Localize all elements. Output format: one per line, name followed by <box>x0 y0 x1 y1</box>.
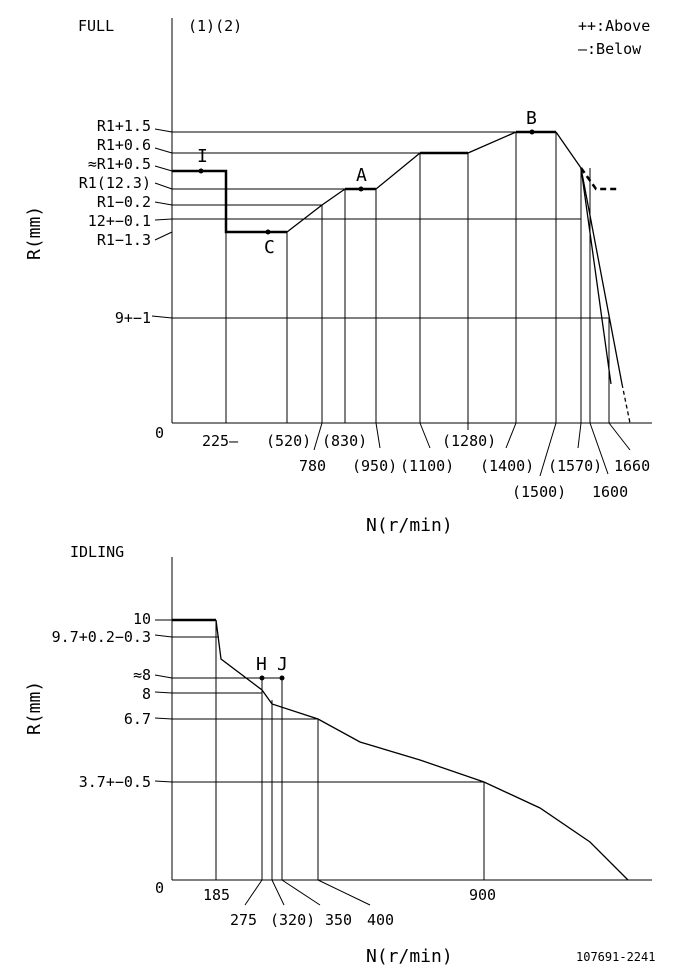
full-y-axis-label: R(mm) <box>24 205 45 260</box>
full-x-label: 780 <box>299 457 327 475</box>
idling-y-leaders <box>155 620 172 782</box>
full-y-label: R1(12.3) <box>78 174 151 192</box>
full-curve-start <box>172 171 287 232</box>
full-chart <box>24 17 652 536</box>
point-c-label: C <box>264 237 275 258</box>
idling-x-label: 350 <box>325 911 353 929</box>
full-origin: 0 <box>155 424 165 442</box>
point-i-label: I <box>197 146 208 167</box>
document-id: 107691-2241 <box>576 950 656 964</box>
idling-points <box>256 654 288 681</box>
full-x-label: (1100) <box>400 457 455 475</box>
idling-y-label: 9.7+0.2−0.3 <box>51 628 151 646</box>
full-y-label: 12+−0.1 <box>87 212 151 230</box>
point-a-marker <box>359 187 364 192</box>
full-y-leaders <box>152 129 172 318</box>
full-x-label: (1280) <box>442 432 497 450</box>
idling-y-label: 10 <box>132 610 151 628</box>
full-curve-rise-2 <box>376 153 420 189</box>
point-j-marker <box>280 676 285 681</box>
full-y-label: ≈R1+0.5 <box>87 155 151 173</box>
point-b-label: B <box>526 108 537 129</box>
full-y-labels <box>79 117 151 327</box>
full-x-label: 225— <box>202 432 239 450</box>
full-x-label: 1600 <box>592 483 629 501</box>
full-h-gridlines <box>172 132 609 318</box>
idling-y-label: 3.7+−0.5 <box>78 773 151 791</box>
idling-x-label: 900 <box>469 886 497 904</box>
point-h-label: H <box>256 654 267 675</box>
legend-above: ++:Above <box>578 17 651 35</box>
point-j-label: J <box>277 654 288 675</box>
legend-below: —:Below <box>578 40 642 58</box>
point-i-marker <box>199 169 204 174</box>
idling-title: IDLING <box>70 543 125 561</box>
idling-x-leaders <box>245 880 370 905</box>
full-curve-droop <box>556 132 622 384</box>
point-a-label: A <box>356 165 367 186</box>
idling-x-labels <box>203 886 496 929</box>
full-x-label: (1500) <box>512 483 567 501</box>
idling-x-label: (320) <box>270 911 316 929</box>
idling-x-axis-label: N(r/min) <box>366 946 453 967</box>
full-x-labels <box>202 432 650 501</box>
point-c-marker <box>266 230 271 235</box>
full-x-label: (1400) <box>480 457 535 475</box>
full-title: FULL <box>78 17 115 35</box>
full-y-label: 9+−1 <box>114 309 151 327</box>
idling-y-labels <box>52 610 151 791</box>
idling-x-label: 275 <box>230 911 258 929</box>
full-x-label: (950) <box>352 457 398 475</box>
full-points <box>197 108 537 258</box>
full-x-label: (520) <box>266 432 312 450</box>
idling-x-label: 400 <box>367 911 395 929</box>
idling-h-gridlines <box>172 637 484 782</box>
full-x-label: (1570) <box>548 457 603 475</box>
idling-y-label: ≈8 <box>132 666 151 684</box>
full-curve-rise <box>287 189 345 232</box>
full-curve-dashed-tail <box>622 384 630 423</box>
idling-y-axis-label: R(mm) <box>24 680 45 735</box>
full-y-label: R1+1.5 <box>96 117 151 135</box>
full-x-label: (830) <box>322 432 368 450</box>
full-y-label: R1+0.6 <box>96 136 151 154</box>
idling-chart <box>24 543 652 967</box>
idling-origin: 0 <box>155 879 165 897</box>
full-y-label: R1−0.2 <box>96 193 151 211</box>
full-v-gridlines <box>226 132 609 423</box>
full-curve-rise-3 <box>468 132 516 153</box>
point-h-marker <box>260 676 265 681</box>
full-curve-dashed-above <box>581 168 619 189</box>
full-y-label: R1−1.3 <box>96 231 151 249</box>
full-x-axis-label: N(r/min) <box>366 515 453 536</box>
idling-y-label: 6.7 <box>123 710 151 728</box>
point-b-marker <box>530 130 535 135</box>
idling-y-label: 8 <box>141 685 151 703</box>
full-subtitle: (1)(2) <box>188 17 243 35</box>
full-curve-droop-lower <box>581 168 611 384</box>
idling-x-label: 185 <box>203 886 231 904</box>
full-x-label: 1660 <box>614 457 651 475</box>
